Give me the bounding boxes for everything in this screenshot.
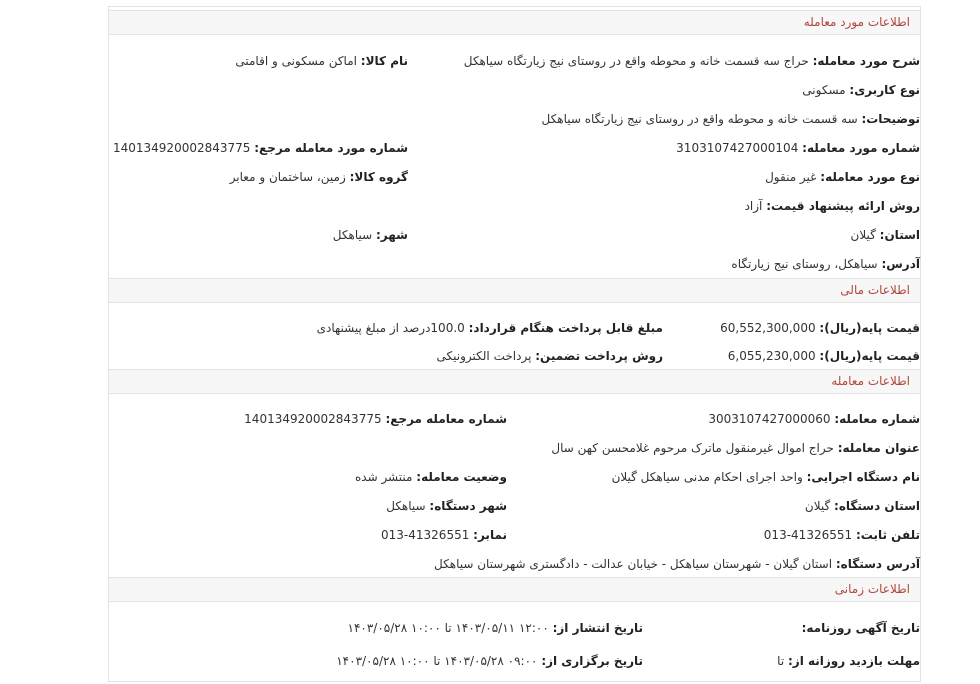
province-row [851, 227, 921, 243]
usage-row [802, 82, 920, 98]
org-city-label: شهر دستگاه: [429, 499, 507, 513]
item-number-value: 3103107427000104 [676, 141, 799, 155]
org-name-row [612, 469, 920, 485]
phone-label: تلفن ثابت: [855, 528, 920, 542]
transaction-title-row [551, 440, 920, 456]
explanation-label: توضیحات: [861, 112, 920, 126]
transaction-ref-value: 140134920002843775 [244, 412, 382, 426]
transaction-number-row [708, 411, 920, 427]
transaction-status-label: وضعیت معامله: [416, 470, 507, 484]
transaction-title-value: حراج اموال غیرمنقول ماترک مرحوم غلامحسن کهن سال [551, 441, 834, 455]
explanation-row [542, 111, 920, 127]
deal-description-label: شرح مورد معامله: [812, 54, 920, 68]
transaction-status-row [355, 469, 507, 485]
address-label: آدرس: [881, 257, 920, 271]
transaction-ref-label: شماره معامله مرجع: [385, 412, 507, 426]
section-header-financial: اطلاعات مالی [109, 278, 920, 303]
address-row [731, 256, 920, 272]
phone-value: 41326551-013 [763, 528, 853, 542]
org-province-value: گیلان [804, 499, 831, 513]
base-price-2-value: 6,055,230,000 [727, 349, 816, 363]
section-header-deal: اطلاعات مورد معامله [109, 10, 920, 35]
org-name-value: واحد اجرای احکام مدنی سیاهکل گیلان [611, 470, 803, 484]
price-method-label: روش ارائه پیشنهاد قیمت: [766, 199, 920, 213]
item-type-row [765, 169, 920, 185]
fax-value: 41326551-013 [381, 528, 470, 542]
transaction-title-label: عنوان معامله: [837, 441, 920, 455]
base-price-row [720, 320, 920, 336]
usage-value: مسکونی [802, 83, 846, 97]
item-number-label: شماره مورد معامله: [802, 141, 920, 155]
transaction-number-value: 3003107427000060 [708, 412, 831, 426]
price-method-value: آزاد [744, 199, 763, 213]
province-label: استان: [879, 228, 920, 242]
visit-row [777, 653, 920, 669]
city-row [333, 227, 408, 243]
guarantee-value: پرداخت الکترونیکی [436, 349, 532, 363]
publish-date-row [348, 620, 643, 636]
city-value: سیاهکل [332, 228, 373, 242]
hold-date-row [336, 653, 643, 669]
ad-date-label: تاریخ آگهی روزنامه: [801, 621, 920, 635]
org-address-value: استان گیلان - شهرستان سیاهکل - خیابان عدالت - دادگستری شهرستان سیاهکل [434, 557, 833, 571]
deal-description-value: حراج سه قسمت خانه و محوطه واقع در روستای نیج زیارتگاه سیاهکل [463, 54, 809, 68]
visit-label: مهلت بازدید روزانه از: [788, 654, 920, 668]
address-value: سیاهکل، روستای نیج زیارتگاه [731, 257, 878, 271]
ref-number-label: شماره مورد معامله مرجع: [254, 141, 408, 155]
price-method-row [745, 198, 920, 214]
org-province-label: استان دستگاه: [834, 499, 920, 513]
ad-date-row [802, 620, 920, 636]
org-address-row [434, 556, 920, 572]
payable-row [317, 320, 663, 336]
deal-description-row [464, 53, 920, 69]
guarantee-row [437, 348, 663, 364]
fax-label: نمابر: [473, 528, 507, 542]
publish-date-label: تاریخ انتشار از: [552, 621, 643, 635]
hold-date-label: تاریخ برگزاری از: [541, 654, 643, 668]
org-address-label: آدرس دستگاه: [835, 557, 920, 571]
goods-group-label: گروه کالا: [349, 170, 408, 184]
transaction-status-value: منتشر شده [354, 470, 413, 484]
hold-date-value: ۰۹:۰۰ ۱۴۰۳/۰۵/۲۸ تا ۱۰:۰۰ ۱۴۰۳/۰۵/۲۸ [336, 654, 538, 668]
ref-number-value: 140134920002843775 [112, 141, 251, 155]
transaction-ref-row [244, 411, 507, 427]
item-type-label: نوع مورد معامله: [820, 170, 920, 184]
org-city-row [386, 498, 507, 514]
base-price-value: 60,552,300,000 [720, 321, 816, 335]
base-price-2-row [728, 348, 920, 364]
visit-value: تا [777, 654, 785, 668]
explanation-value: سه قسمت خانه و محوطه واقع در روستای نیج زیارتگاه سیاهکل [541, 112, 858, 126]
usage-label: نوع کاربری: [849, 83, 920, 97]
publish-date-value: ۱۲:۰۰ ۱۴۰۳/۰۵/۱۱ تا ۱۰:۰۰ ۱۴۰۳/۰۵/۲۸ [347, 621, 549, 635]
payable-label: مبلغ قابل پرداخت هنگام قرارداد: [468, 321, 663, 335]
org-province-row [805, 498, 920, 514]
fax-row [381, 527, 507, 543]
base-price-label: قیمت پایه(ریال): [819, 321, 920, 335]
goods-name-value: اماکن مسکونی و اقامتی [235, 54, 357, 68]
ref-number-row [113, 140, 408, 156]
province-value: گیلان [850, 228, 876, 242]
city-label: شهر: [376, 228, 408, 242]
base-price-2-label: قیمت پایه(ریال): [819, 349, 920, 363]
goods-name-row [235, 53, 408, 69]
section-header-time: اطلاعات زمانی [109, 577, 920, 602]
payable-value: 100.0درصد از مبلغ پیشنهادی [316, 321, 465, 335]
goods-group-row [230, 169, 408, 185]
item-number-row [676, 140, 920, 156]
goods-group-value: زمین، ساختمان و معابر [229, 170, 346, 184]
org-name-label: نام دستگاه اجرایی: [806, 470, 920, 484]
org-city-value: سیاهکل [386, 499, 426, 513]
transaction-number-label: شماره معامله: [834, 412, 920, 426]
goods-name-label: نام کالا: [360, 54, 408, 68]
phone-row [764, 527, 920, 543]
guarantee-label: روش پرداخت تضمین: [535, 349, 663, 363]
item-type-value: غیر منقول [765, 170, 817, 184]
section-header-transaction: اطلاعات معامله [109, 369, 920, 394]
